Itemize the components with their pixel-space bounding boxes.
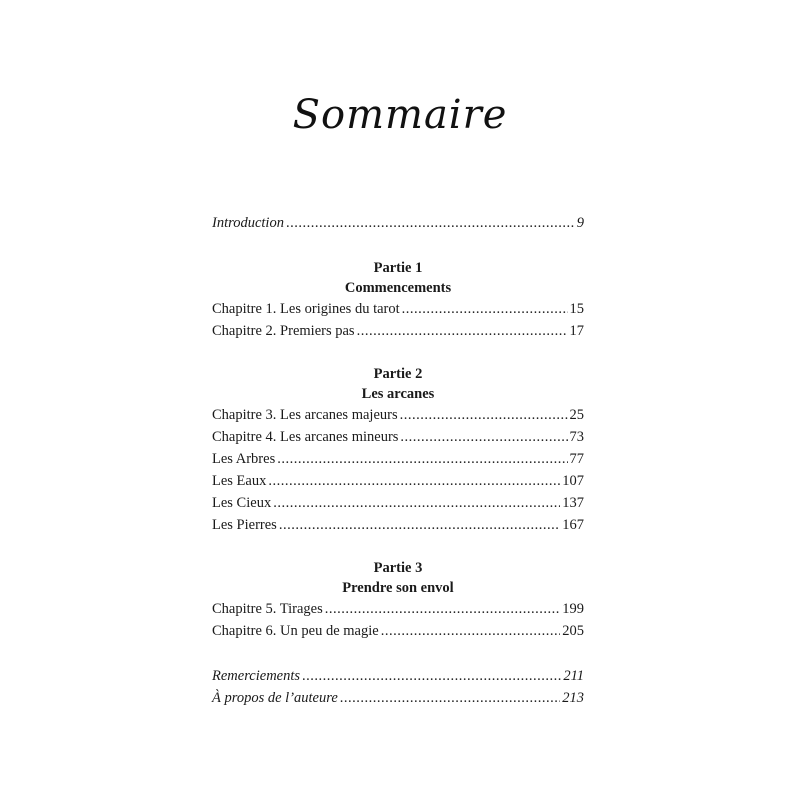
part-heading-title: Prendre son envol bbox=[342, 580, 454, 596]
dot-leader bbox=[279, 514, 560, 536]
toc-entry[interactable] bbox=[212, 598, 584, 620]
toc-entry[interactable] bbox=[212, 298, 584, 320]
dot-leader bbox=[302, 665, 561, 687]
table-of-contents bbox=[212, 212, 584, 709]
toc-entry-page: 17 bbox=[569, 323, 584, 339]
toc-entry[interactable] bbox=[212, 426, 584, 448]
toc-entry-page: 211 bbox=[563, 668, 584, 684]
toc-entry[interactable] bbox=[212, 448, 584, 470]
toc-entry[interactable] bbox=[212, 320, 584, 342]
toc-entry-label: Chapitre 2. Premiers pas bbox=[212, 323, 355, 339]
toc-entry-page: 77 bbox=[569, 451, 584, 467]
toc-entry-label: Les Cieux bbox=[212, 495, 272, 511]
toc-entry-label: À propos de l’auteure bbox=[212, 690, 338, 706]
toc-entry-label: Chapitre 1. Les origines du tarot bbox=[212, 301, 400, 317]
toc-entry[interactable] bbox=[212, 470, 584, 492]
toc-entry[interactable] bbox=[212, 404, 584, 426]
toc-entry[interactable] bbox=[212, 620, 584, 642]
toc-entry-page: 213 bbox=[562, 690, 584, 706]
part-heading-title: Commencements bbox=[344, 280, 452, 296]
dot-leader bbox=[268, 470, 560, 492]
toc-entry-label: Chapitre 6. Un peu de magie bbox=[212, 623, 379, 639]
dot-leader bbox=[402, 298, 568, 320]
dot-leader bbox=[286, 212, 575, 234]
dot-leader bbox=[381, 620, 561, 642]
part-heading-number: Partie 1 bbox=[373, 260, 423, 276]
toc-entry-page: 15 bbox=[569, 301, 584, 317]
toc-entry-remerciements[interactable] bbox=[212, 665, 584, 687]
toc-entry-page: 167 bbox=[562, 517, 584, 533]
toc-entry-page: 107 bbox=[562, 473, 584, 489]
toc-entry-label: Remerciements bbox=[212, 668, 301, 684]
toc-entry-page: 9 bbox=[576, 215, 584, 231]
part-heading-title: Les arcanes bbox=[361, 386, 435, 402]
toc-entry-label: Introduction bbox=[212, 215, 284, 231]
toc-entry[interactable] bbox=[212, 492, 584, 514]
dot-leader bbox=[273, 492, 560, 514]
part-heading-number: Partie 3 bbox=[373, 560, 423, 576]
dot-leader bbox=[357, 320, 568, 342]
toc-entry-label: Chapitre 4. Les arcanes mineurs bbox=[212, 429, 399, 445]
toc-entry-page: 25 bbox=[569, 407, 584, 423]
toc-entry-label: Chapitre 3. Les arcanes majeurs bbox=[212, 407, 398, 423]
toc-entry-a-propos[interactable] bbox=[212, 687, 584, 709]
toc-entry[interactable] bbox=[212, 514, 584, 536]
toc-entry-label: Les Eaux bbox=[212, 473, 267, 489]
dot-leader bbox=[325, 598, 560, 620]
toc-entry-label: Les Arbres bbox=[212, 451, 276, 467]
dot-leader bbox=[277, 448, 567, 470]
toc-entry-label: Chapitre 5. Tirages bbox=[212, 601, 323, 617]
part-heading-number: Partie 2 bbox=[373, 366, 423, 382]
toc-entry-page: 199 bbox=[562, 601, 584, 617]
dot-leader bbox=[400, 404, 568, 426]
page-title: Sommaire bbox=[292, 92, 508, 138]
toc-entry-page: 73 bbox=[569, 429, 584, 445]
toc-entry-label: Les Pierres bbox=[212, 517, 277, 533]
toc-entry-page: 137 bbox=[562, 495, 584, 511]
toc-entry-page: 205 bbox=[562, 623, 584, 639]
dot-leader bbox=[400, 426, 567, 448]
toc-entry-introduction[interactable] bbox=[212, 212, 584, 234]
dot-leader bbox=[340, 687, 560, 709]
